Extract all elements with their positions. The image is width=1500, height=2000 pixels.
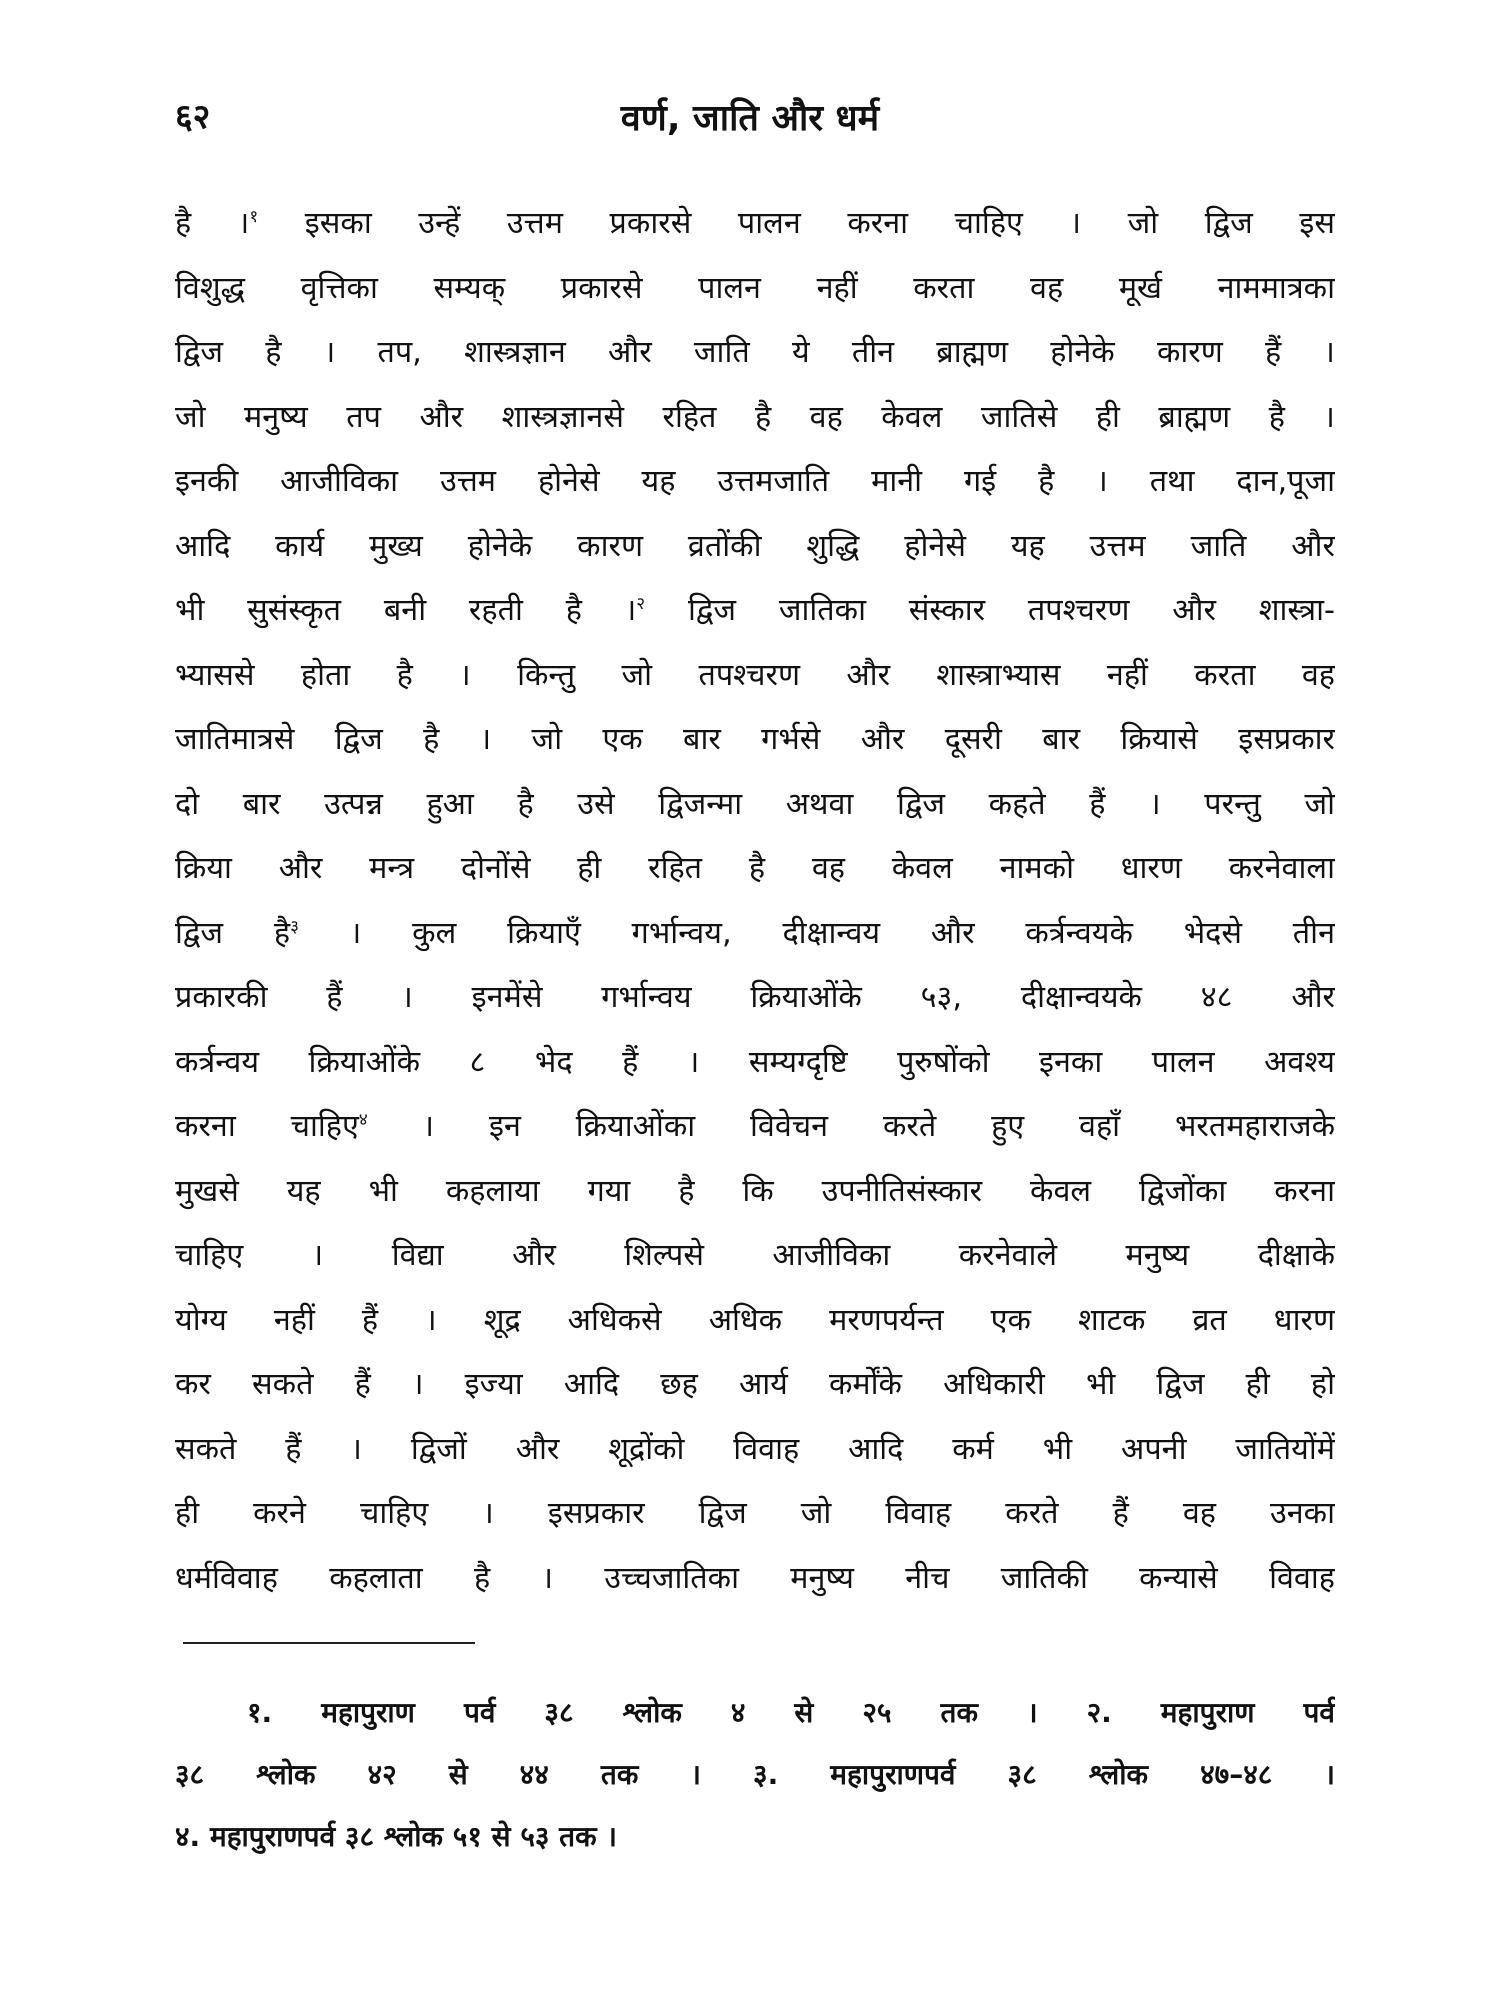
text-line: इनकी आजीविका उत्तम होनेसे यह उत्तमजाति मानी गई है । तथा दान,पूजा [175, 464, 1335, 499]
footnote-ref: ४ [358, 1109, 368, 1130]
text-segment: भी सुसंस्कृत बनी रहती है । [175, 593, 637, 628]
text-line: भ्याससे होता है । किन्तु जो तपश्चरण और शास्त्राभ्यास नहीं करता वह [175, 657, 1335, 693]
body-text [175, 192, 1335, 1611]
text-segment: इसका उन्हें उत्तम प्रकारसे पालन करना चाहिए । जो द्विज इस [304, 206, 1335, 241]
text-line [175, 192, 1335, 257]
text-line [175, 902, 1335, 967]
text-line: धर्मविवाह कहलाता है । उच्चजातिका मनुष्य नीच जातिकी कन्यासे विवाह [175, 1560, 1335, 1596]
footnotes [175, 1682, 1335, 1868]
text-segment: द्विज जातिका संस्कार तपश्चरण और शास्त्रा- [687, 593, 1335, 628]
text-line: प्रकारकी हैं । इनमेंसे गर्भान्वय क्रियाओंके ५३, दीक्षान्वयके ४८ और [175, 980, 1335, 1015]
text-line: क्रिया और मन्त्र दोनोंसे ही रहित है वह केवल नामको धारण करनेवाला [175, 851, 1335, 886]
page-number: ६२ [175, 97, 211, 137]
text-line: कर्त्रन्वय क्रियाओंके ८ भेद हैं । सम्यग्दृष्टि पुरुषोंको इनका पालन अवश्य [175, 1044, 1335, 1080]
running-title: वर्ण, जाति और धर्म [620, 98, 880, 139]
text-line: योग्य नहीं हैं । शूद्र अधिकसे अधिक मरणपर्यन्त एक शाटक व्रत धारण [175, 1302, 1335, 1338]
text-segment: है । [175, 206, 250, 241]
text-segment: करना चाहिए [175, 1109, 359, 1144]
text-line: दो बार उत्पन्न हुआ है उसे द्विजन्मा अथवा द्विज कहते हैं । परन्तु जो [175, 786, 1335, 822]
text-line: चाहिए । विद्या और शिल्पसे आजीविका करनेवाले मनुष्य दीक्षाके [175, 1238, 1335, 1273]
text-line: जो मनुष्य तप और शास्त्रज्ञानसे रहित है वह केवल जातिसे ही ब्राह्मण है । [175, 399, 1335, 435]
footnote-line: ३८ श्लोक ४२ से ४४ तक । ३. महापुराणपर्व ३८ श्लोक ४७–४८ । [175, 1758, 1335, 1791]
footnote-line: ४. महापुराणपर्व ३८ श्लोक ५१ से ५३ तक । [175, 1820, 618, 1853]
page-header [175, 92, 1325, 152]
text-line [175, 1095, 1335, 1160]
text-line: कर सकते हैं । इज्या आदि छह आर्य कर्मोंके अधिकारी भी द्विज ही हो [175, 1367, 1335, 1402]
footnote-ref: ३ [290, 916, 299, 937]
footnote-ref: २ [636, 593, 646, 614]
text-line: द्विज है । तप, शास्त्रज्ञान और जाति ये तीन ब्राह्मण होनेके कारण हैं । [175, 335, 1335, 370]
text-line: आदि कार्य मुख्य होनेके कारण व्रतोंकी शुद्धि होनेसे यह उत्तम जाति और [175, 528, 1335, 564]
text-line: मुखसे यह भी कहलाया गया है कि उपनीतिसंस्कार केवल द्विजोंका करना [175, 1173, 1335, 1209]
text-line: सकते हैं । द्विजों और शूद्रोंको विवाह आदि कर्म भी अपनी जातियोंमें [175, 1431, 1335, 1467]
text-segment: । इन क्रियाओंका विवेचन करते हुए वहाँ भरतमहाराजके [422, 1109, 1335, 1144]
text-line: ही करने चाहिए । इसप्रकार द्विज जो विवाह करते हैं वह उनका [175, 1496, 1335, 1531]
text-line [175, 579, 1335, 644]
footnote-ref: १ [249, 206, 259, 227]
text-segment: द्विज है [175, 915, 291, 951]
footnote-separator [183, 1642, 475, 1644]
text-segment: । कुल क्रियाएँ गर्भान्वय, दीक्षान्वय और कर्त्रन्वयके भेदसे तीन [349, 915, 1335, 951]
footnote-line: १. महापुराण पर्व ३८ श्लोक ४ से २५ तक । २. महापुराण पर्व [247, 1696, 1335, 1729]
text-line: विशुद्ध वृत्तिका सम्यक् प्रकारसे पालन नहीं करता वह मूर्ख नाममात्रका [175, 270, 1335, 306]
text-line: जातिमात्रसे द्विज है । जो एक बार गर्भसे और दूसरी बार क्रियासे इसप्रकार [175, 722, 1335, 757]
